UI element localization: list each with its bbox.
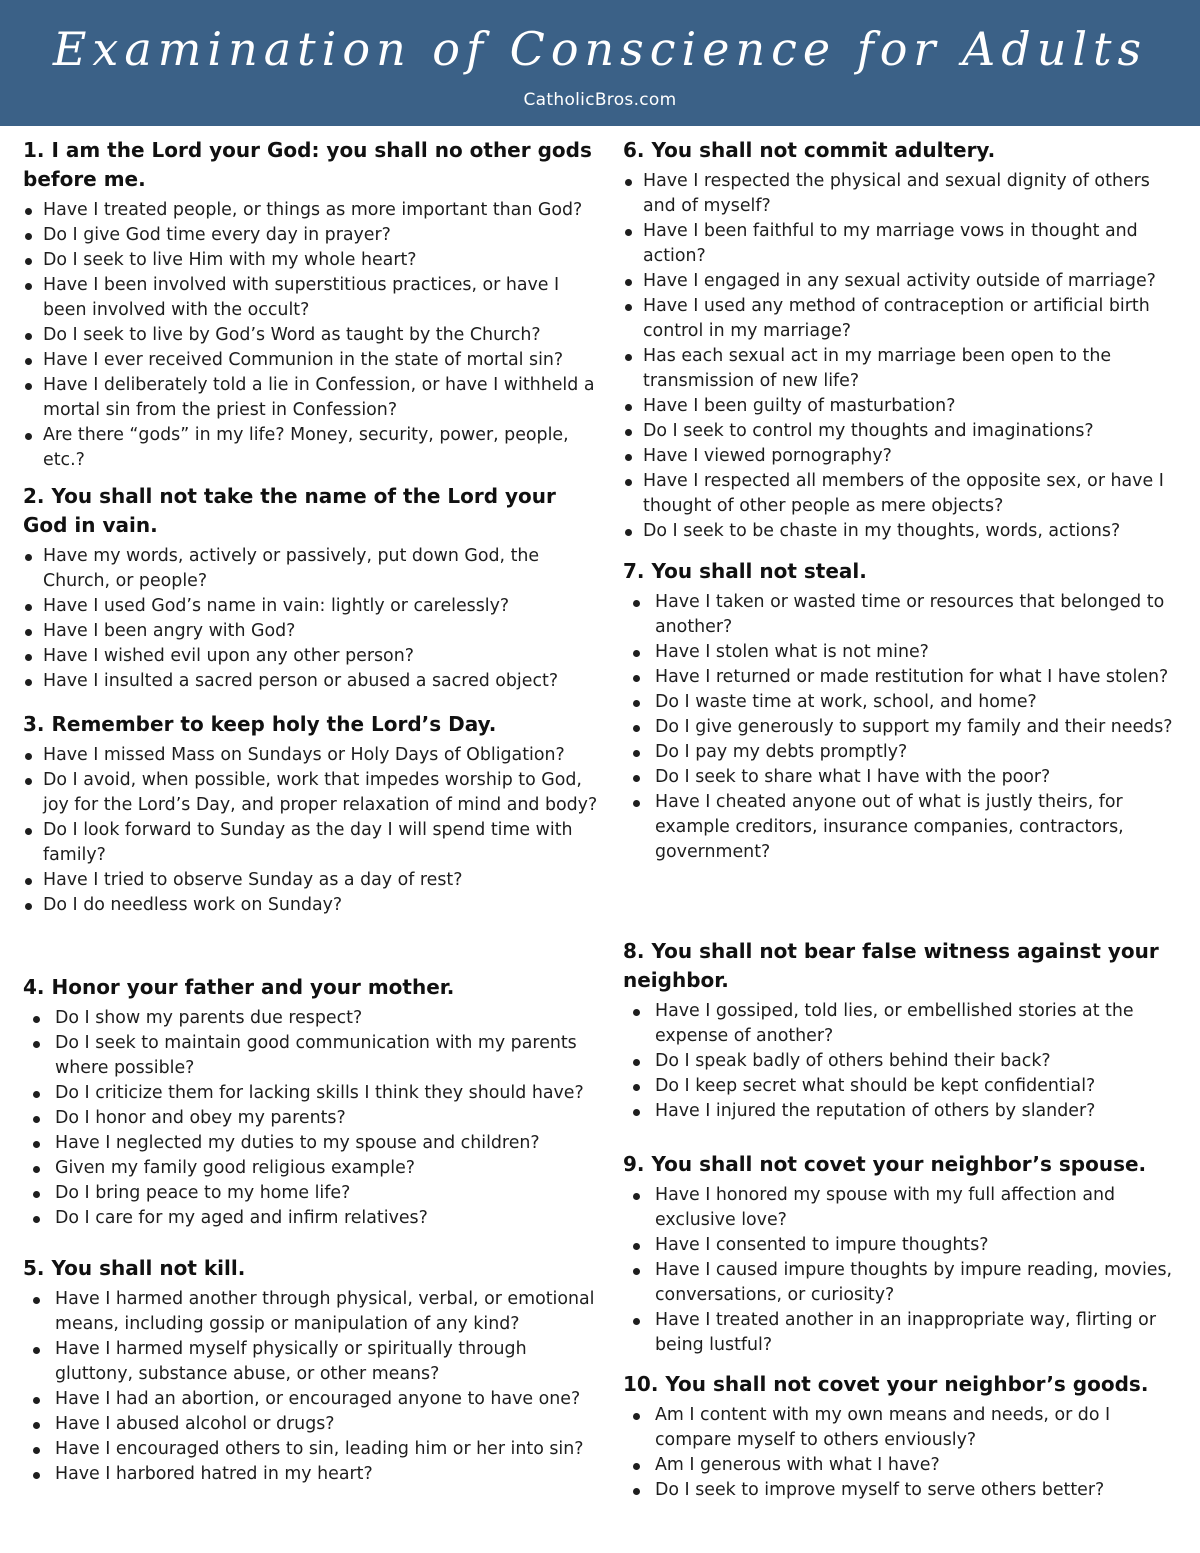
question-item: Have I treated another in an inappropriate way, flirting or being lustful? [623,1308,1183,1358]
question-item: Have I missed Mass on Sundays or Holy Days of Obligation? [23,743,598,768]
question-item: Do I honor and obey my parents? [23,1106,598,1131]
question-item: Am I generous with what I have? [623,1453,1183,1478]
question-item: Have I insulted a sacred person or abused a sacred object? [23,669,598,694]
site-name: CatholicBros.com [523,90,677,110]
section-3 [23,710,598,918]
section-6 [623,136,1183,544]
question-item: Has each sexual act in my marriage been open to the transmission of new life? [623,344,1183,394]
section-heading: 8. You shall not bear false witness against your neighbor. [623,939,1159,992]
question-item: Have I gossiped, told lies, or embellished stories at the expense of another? [623,999,1183,1049]
question-item: Have I been faithful to my marriage vows in thought and action? [623,219,1183,269]
section-heading: 1. I am the Lord your God: you shall no other gods before me. [23,138,592,191]
question-item: Have I used any method of contraception or artificial birth control in my marriage? [623,294,1183,344]
question-item: Have I been guilty of masturbation? [623,394,1183,419]
section-heading: 10. You shall not covet your neighbor’s goods. [623,1372,1149,1396]
question-item: Do I seek to be chaste in my thoughts, words, actions? [623,519,1183,544]
section-7 [623,557,1183,865]
question-item: Have I ever received Communion in the state of mortal sin? [23,348,598,373]
section-2 [23,482,598,694]
page-header [0,0,1200,126]
question-item: Do I give God time every day in prayer? [23,223,598,248]
question-list [23,743,598,918]
question-item: Do I criticize them for lacking skills I think they should have? [23,1081,598,1106]
question-list [623,590,1183,865]
question-item: Have I used God’s name in vain: lightly or carelessly? [23,594,598,619]
question-item: Do I give generously to support my family and their needs? [623,715,1183,740]
question-item: Do I seek to live Him with my whole heart? [23,248,598,273]
question-item: Have I taken or wasted time or resources that belonged to another? [623,590,1183,640]
question-item: Am I content with my own means and needs, or do I compare myself to others enviously? [623,1403,1183,1453]
section-5 [23,1254,598,1487]
section-9 [623,1150,1183,1358]
question-item: Do I seek to live by God’s Word as taught by the Church? [23,323,598,348]
question-item: Have I wished evil upon any other person? [23,644,598,669]
question-item: Have I had an abortion, or encouraged anyone to have one? [23,1387,598,1412]
question-item: Given my family good religious example? [23,1156,598,1181]
question-item: Do I care for my aged and infirm relatives? [23,1206,598,1231]
question-list [623,1183,1183,1358]
question-item: Have I encouraged others to sin, leading him or her into sin? [23,1437,598,1462]
question-item: Do I avoid, when possible, work that impedes worship to God, joy for the Lord’s Day, and proper relaxation of mind and body? [23,768,598,818]
question-item: Have I been involved with superstitious practices, or have I been involved with the occult? [23,273,598,323]
question-item: Have I caused impure thoughts by impure reading, movies, conversations, or curiosity? [623,1258,1183,1308]
question-item: Have I consented to impure thoughts? [623,1233,1183,1258]
question-item: Are there “gods” in my life? Money, security, power, people, etc.? [23,423,598,473]
question-item: Have my words, actively or passively, put down God, the Church, or people? [23,544,598,594]
section-10 [623,1370,1183,1503]
section-4 [23,973,598,1231]
question-list [23,544,598,694]
section-heading: 4. Honor your father and your mother. [23,975,455,999]
question-item: Do I seek to share what I have with the poor? [623,765,1183,790]
question-item: Do I waste time at work, school, and home? [623,690,1183,715]
section-heading: 6. You shall not commit adultery. [623,138,996,162]
question-item: Do I pay my debts promptly? [623,740,1183,765]
section-8 [623,937,1183,1124]
question-item: Do I seek to improve myself to serve others better? [623,1478,1183,1503]
question-item: Do I look forward to Sunday as the day I will spend time with family? [23,818,598,868]
question-item: Have I injured the reputation of others by slander? [623,1099,1183,1124]
section-heading: 5. You shall not kill. [23,1256,246,1280]
question-list [23,198,598,473]
section-1 [23,136,598,473]
question-item: Have I cheated anyone out of what is justly theirs, for example creditors, insurance companies, contractors, government? [623,790,1183,865]
question-item: Have I engaged in any sexual activity outside of marriage? [623,269,1183,294]
section-heading: 9. You shall not covet your neighbor’s spouse. [623,1152,1147,1176]
question-item: Have I deliberately told a lie in Confession, or have I withheld a mortal sin from the priest in Confession? [23,373,598,423]
question-item: Do I do needless work on Sunday? [23,893,598,918]
section-heading: 7. You shall not steal. [623,559,867,583]
question-item: Do I keep secret what should be kept confidential? [623,1074,1183,1099]
section-heading: 2. You shall not take the name of the Lord your God in vain. [23,484,556,537]
question-item: Do I show my parents due respect? [23,1006,598,1031]
question-item: Have I harmed another through physical, verbal, or emotional means, including gossip or manipulation of any kind? [23,1287,598,1337]
question-list [623,169,1183,544]
question-item: Have I abused alcohol or drugs? [23,1412,598,1437]
question-list [623,999,1183,1124]
question-item: Have I respected all members of the opposite sex, or have I thought of other people as mere objects? [623,469,1183,519]
section-heading: 3. Remember to keep holy the Lord’s Day. [23,712,497,736]
question-item: Have I treated people, or things as more important than God? [23,198,598,223]
question-list [623,1403,1183,1503]
question-item: Have I neglected my duties to my spouse and children? [23,1131,598,1156]
question-item: Have I returned or made restitution for what I have stolen? [623,665,1183,690]
question-list [23,1006,598,1231]
question-item: Do I bring peace to my home life? [23,1181,598,1206]
question-item: Do I seek to maintain good communication with my parents where possible? [23,1031,598,1081]
question-item: Have I honored my spouse with my full affection and exclusive love? [623,1183,1183,1233]
question-item: Have I harmed myself physically or spiritually through gluttony, substance abuse, or other means? [23,1337,598,1387]
question-item: Have I respected the physical and sexual dignity of others and of myself? [623,169,1183,219]
question-item: Do I seek to control my thoughts and imaginations? [623,419,1183,444]
question-item: Have I harbored hatred in my heart? [23,1462,598,1487]
question-item: Have I viewed pornography? [623,444,1183,469]
question-item: Have I been angry with God? [23,619,598,644]
question-list [23,1287,598,1487]
question-item: Do I speak badly of others behind their back? [623,1049,1183,1074]
question-item: Have I stolen what is not mine? [623,640,1183,665]
page-title: Examination of Conscience for Adults [52,22,1148,76]
question-item: Have I tried to observe Sunday as a day of rest? [23,868,598,893]
